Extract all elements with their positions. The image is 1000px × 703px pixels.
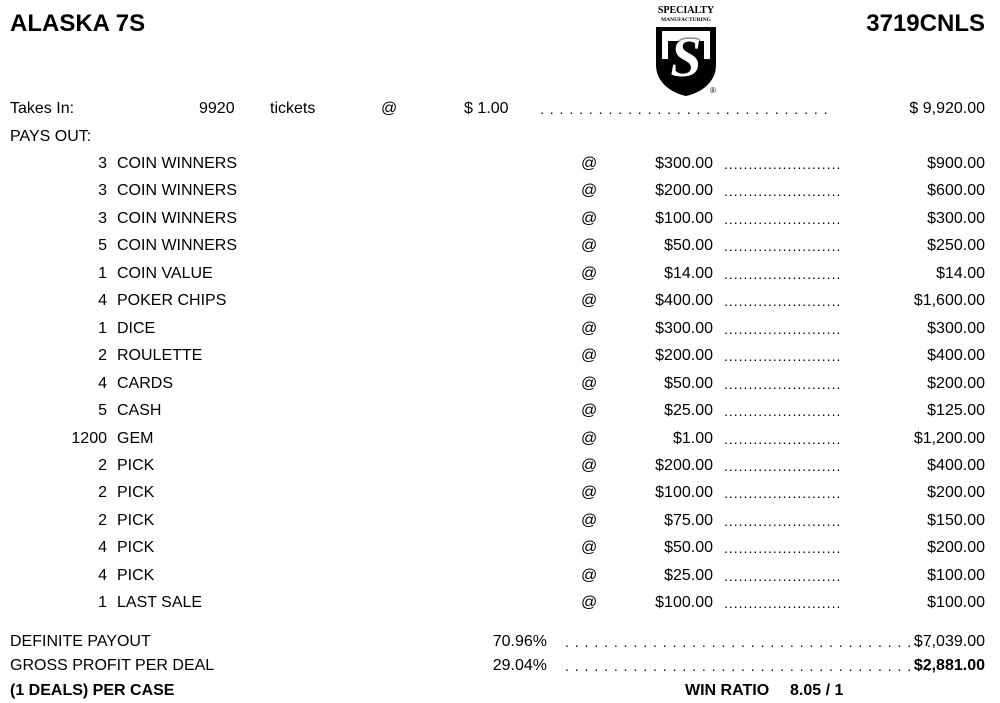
payout-qty: 2 [98, 347, 107, 364]
logo-line2: MANUFACTURING [660, 17, 711, 23]
payout-total: $100.00 [927, 567, 985, 584]
definite-payout-amount: $7,039.00 [913, 633, 985, 650]
payout-name: ROULETTE [117, 347, 203, 364]
payout-amount: $200.00 [655, 457, 713, 474]
payout-qty: 3 [98, 210, 107, 227]
payout-amount: $300.00 [655, 320, 713, 337]
payout-amount: $400.00 [655, 292, 713, 309]
payout-amount: $1.00 [672, 430, 713, 447]
payout-amount: $75.00 [664, 512, 713, 529]
payout-name: PICK [117, 457, 155, 474]
payout-leader: ........................ [724, 183, 842, 199]
payout-total: $100.00 [927, 594, 985, 611]
payout-at: @ [581, 210, 598, 227]
payout-total: $400.00 [927, 457, 985, 474]
gross-profit-leader: . . . . . . . . . . . . . . . . . . . . . . . . . . . . . . . . . . . . . . [565, 658, 932, 674]
payout-name: COIN WINNERS [117, 182, 237, 199]
payout-at: @ [581, 347, 598, 364]
payout-leader: ........................ [724, 211, 842, 227]
payout-at: @ [581, 594, 598, 611]
payout-at: @ [581, 237, 598, 254]
registered-mark: ® [710, 86, 716, 95]
payout-at: @ [581, 539, 598, 556]
payout-leader: ........................ [724, 403, 842, 419]
payout-total: $250.00 [927, 237, 985, 254]
payout-name: LAST SALE [117, 594, 203, 611]
payout-name: CASH [117, 402, 162, 419]
takes-in-unit: tickets [270, 100, 316, 117]
logo-letter: S [670, 27, 702, 89]
payout-leader: ........................ [724, 458, 842, 474]
payout-amount: $100.00 [655, 484, 713, 501]
payout-name: PICK [117, 484, 155, 501]
payout-amount: $50.00 [664, 539, 713, 556]
payout-total: $1,200.00 [913, 430, 985, 447]
payout-qty: 3 [98, 182, 107, 199]
payout-total: $200.00 [927, 539, 985, 556]
payout-name: GEM [117, 430, 154, 447]
payout-amount: $14.00 [664, 265, 713, 282]
payout-leader: ........................ [724, 156, 842, 172]
payout-total: $150.00 [927, 512, 985, 529]
payout-at: @ [581, 292, 598, 309]
payout-qty: 1 [98, 320, 107, 337]
payout-leader: ........................ [724, 568, 842, 584]
payout-name: PICK [117, 567, 155, 584]
payout-name: PICK [117, 512, 155, 529]
payout-qty: 4 [98, 375, 107, 392]
win-ratio-label: WIN RATIO [685, 682, 770, 699]
payout-qty: 2 [98, 512, 107, 529]
payout-name: COIN WINNERS [117, 237, 237, 254]
payout-qty: 1 [98, 594, 107, 611]
logo-line1: SPECIALTY [657, 5, 715, 16]
payout-leader: ........................ [724, 376, 842, 392]
payout-at: @ [581, 182, 598, 199]
gross-profit-amount: $2,881.00 [913, 657, 985, 674]
payout-qty: 4 [98, 539, 107, 556]
payout-total: $400.00 [927, 347, 985, 364]
payout-total: $900.00 [927, 155, 985, 172]
payout-amount: $200.00 [655, 182, 713, 199]
payout-at: @ [581, 402, 598, 419]
payout-at: @ [581, 567, 598, 584]
payout-total: $300.00 [927, 210, 985, 227]
payout-qty: 5 [98, 237, 107, 254]
payout-leader: ........................ [724, 485, 842, 501]
payout-leader: ........................ [724, 321, 842, 337]
payout-at: @ [581, 430, 598, 447]
definite-payout-leader: . . . . . . . . . . . . . . . . . . . . . . . . . . . . . . . . . . . . . . [565, 634, 932, 650]
payout-total: $200.00 [927, 375, 985, 392]
payout-name: DICE [117, 320, 156, 337]
payout-total: $1,600.00 [913, 292, 985, 309]
payout-leader: ........................ [724, 540, 842, 556]
payout-amount: $50.00 [664, 375, 713, 392]
payout-amount: $300.00 [655, 155, 713, 172]
pays-out-label: PAYS OUT: [10, 128, 92, 145]
payout-amount: $25.00 [664, 402, 713, 419]
payout-qty: 5 [98, 402, 107, 419]
payout-amount: $100.00 [655, 210, 713, 227]
payout-qty: 4 [98, 292, 107, 309]
definite-payout-percent: 70.96% [492, 633, 547, 650]
payout-amount: $100.00 [655, 594, 713, 611]
payout-at: @ [581, 375, 598, 392]
payout-amount: $25.00 [664, 567, 713, 584]
game-name: ALASKA 7S [10, 10, 146, 37]
payout-name: PICK [117, 539, 155, 556]
payout-qty: 4 [98, 567, 107, 584]
payout-name: COIN WINNERS [117, 210, 237, 227]
payout-qty: 2 [98, 484, 107, 501]
payout-at: @ [581, 320, 598, 337]
payout-amount: $200.00 [655, 347, 713, 364]
payout-qty: 3 [98, 155, 107, 172]
payout-qty: 1200 [71, 430, 107, 447]
takes-in-price: $ 1.00 [464, 100, 509, 117]
payout-leader: ........................ [724, 238, 842, 254]
payout-name: COIN VALUE [117, 265, 213, 282]
payout-name: COIN WINNERS [117, 155, 237, 172]
gross-profit-label: GROSS PROFIT PER DEAL [10, 657, 215, 674]
takes-in-count: 9920 [199, 100, 235, 117]
payout-qty: 1 [98, 265, 107, 282]
payout-at: @ [581, 457, 598, 474]
payout-name: POKER CHIPS [117, 292, 227, 309]
payout-leader: ........................ [724, 293, 842, 309]
takes-in-at: @ [381, 100, 398, 117]
payout-amount: $50.00 [664, 237, 713, 254]
payout-total: $14.00 [936, 265, 985, 282]
takes-in-total: $ 9,920.00 [909, 100, 985, 117]
deals-per-case: (1 DEALS) PER CASE [10, 682, 175, 699]
payout-at: @ [581, 155, 598, 172]
payout-at: @ [581, 512, 598, 529]
payout-leader: ........................ [724, 513, 842, 529]
payout-leader: ........................ [724, 348, 842, 364]
payout-total: $600.00 [927, 182, 985, 199]
gross-profit-percent: 29.04% [492, 657, 547, 674]
takes-in-label: Takes In: [10, 100, 75, 117]
specialty-manufacturing-logo [652, 6, 720, 98]
payout-leader: ........................ [724, 431, 842, 447]
payout-leader: ........................ [724, 595, 842, 611]
payout-name: CARDS [117, 375, 174, 392]
definite-payout-label: DEFINITE PAYOUT [10, 633, 151, 650]
takes-in-leader: . . . . . . . . . . . . . . . . . . . . . . . . . . . . . . [540, 101, 829, 117]
payout-total: $300.00 [927, 320, 985, 337]
win-ratio-value: 8.05 / 1 [790, 682, 844, 699]
form-number: 3719CNLS [866, 10, 985, 37]
payout-qty: 2 [98, 457, 107, 474]
payout-leader: ........................ [724, 266, 842, 282]
payout-total: $200.00 [927, 484, 985, 501]
payout-total: $125.00 [927, 402, 985, 419]
payout-at: @ [581, 484, 598, 501]
payout-at: @ [581, 265, 598, 282]
